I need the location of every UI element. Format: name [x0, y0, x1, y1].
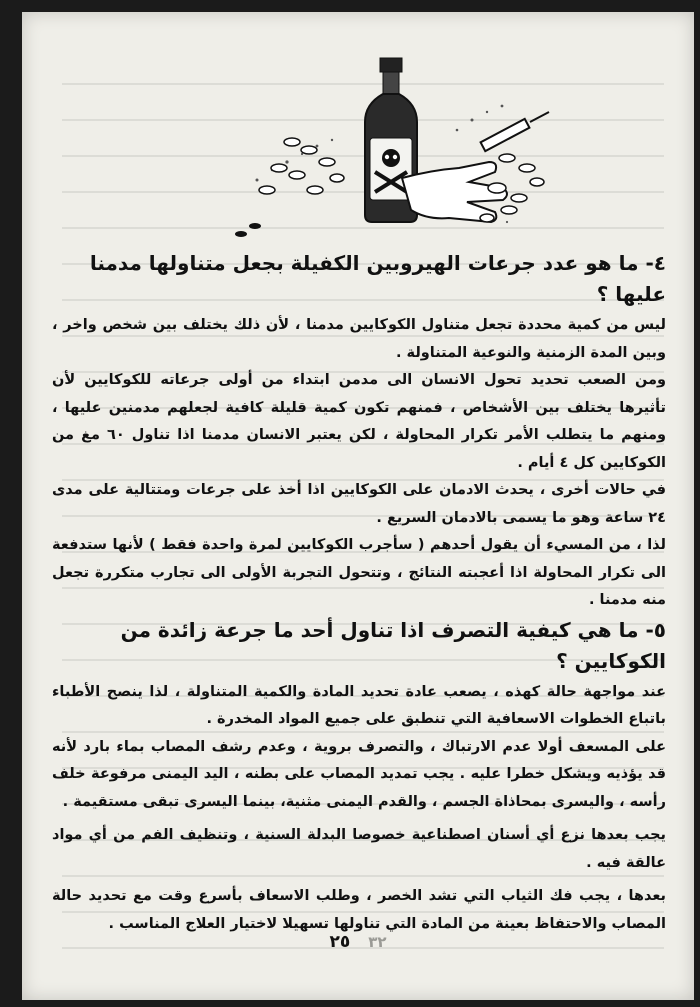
- section-4-paragraph-1: ليس من كمية محددة تجعل متناول الكوكايين مدمنا ، لأن ذلك يختلف بين شخص واخر ، وبين المدة الزمنية والنوعية المتناولة .: [52, 317, 666, 361]
- section-4-heading: ٤- ما هو عدد جرعات الهيروبين الكفيلة بجعل متناولها مدمنا عليها ؟: [89, 251, 666, 306]
- page-number-faint: ٣٢: [368, 933, 387, 951]
- section-4-paragraph-4: لذا ، من المسيء أن يقول أحدهم ( سأجرب الكوكايين لمرة واحدة فقط ) لأنها ستدفعة الى تكرار المحاولة اذا أعجبته النتائج ، وتتحول التجربة الأولى الى تجارب متكررة تجعل منه مدمنا .: [52, 537, 666, 608]
- section-5-paragraph-3: يجب بعدها نزع أي أسنان اصطناعية خصوصا البدلة السنية ، وتنظيف الفم من أي مواد عالقة فيه .: [52, 827, 666, 871]
- pills-left: [259, 138, 344, 194]
- page-number: [22, 932, 694, 952]
- section-5-paragraph-2: على المسعف أولا عدم الارتباك ، والتصرف بروية ، وعدم رشف المصاب بماء بارد لأنه قد يؤذيه ويشكل خطرا عليه . يجب تمديد المصاب على بطنه ، اليد اليمنى مرفوعة خلف رأسه ، واليسرى بمحاذاة الجسم ، والقدم اليمنى مثنية، بينما اليسرى تبقى مستقيمة .: [52, 738, 666, 810]
- syringe-icon: [481, 112, 549, 151]
- page-number-main: ٢٥: [329, 932, 351, 952]
- drugs-illustration: [197, 50, 577, 240]
- section-4-paragraph-2: ومن الصعب تحديد تحول الانسان الى مدمن ابتداء من أولى جرعاته للكوكايين لأن تأثيرها يختلف بين الأشخاص ، فمنهم تكون كمية قليلة كافية لجعلهم مدمنين عليها ، ومنهم ما يتطلب الأمر تكرار المحاولة ، لكن يعتبر الانسان مدمنا اذا تناول ٦٠ مغ من الكوكايين كل ٤ أيام .: [52, 372, 666, 471]
- section-5-paragraph-4: بعدها ، يجب فك الثياب التي تشد الخصر ، وطلب الاسعاف بأسرع وقت مع تحديد حالة المصاب والاحتفاظ بعينة من المادة التي تناولها تسهيلا لاختيار العلاج المناسب .: [52, 888, 666, 932]
- section-5-paragraph-1: عند مواجهة حالة كهذه ، يصعب عادة تحديد المادة والكمية المتناولة ، لذا ينصح الأطباء باتباع الخطوات الاسعافية التي تنطبق على جميع المواد المخدرة .: [52, 683, 666, 727]
- book-page: [22, 12, 694, 1000]
- section-4-paragraph-3: في حالات أخرى ، يحدث الادمان على الكوكايين اذا أخذ على جرعات ومتتالية على مدى ٢٤ ساعة وهو ما يسمى بالادمان السريع .: [52, 482, 666, 526]
- section-5-heading: ٥- ما هي كيفية التصرف اذا تناول أحد ما جرعة زائدة من الكوكايين ؟: [120, 617, 666, 673]
- article-body: [52, 248, 666, 938]
